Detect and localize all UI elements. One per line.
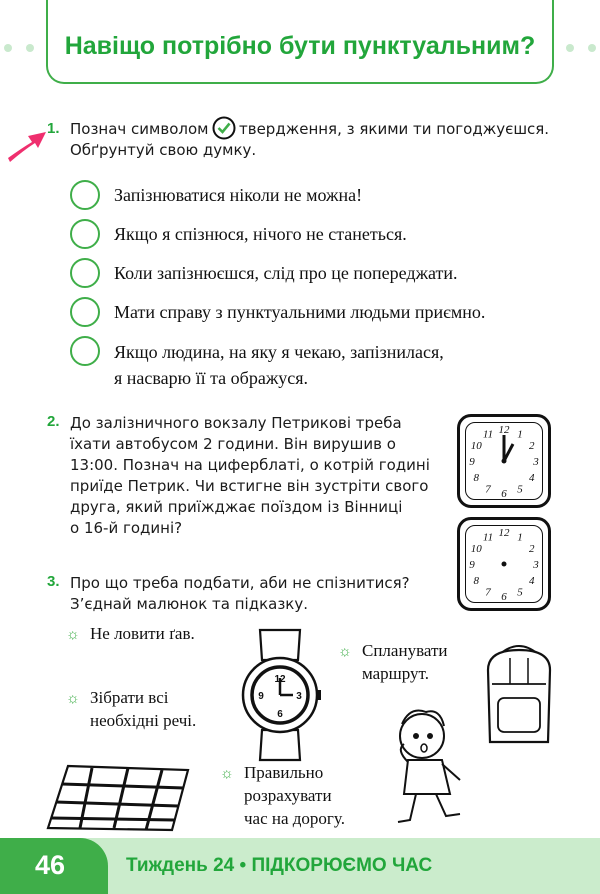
clock-numeral: 10: [470, 440, 482, 452]
clock-numeral: 5: [517, 586, 523, 599]
sun-bullet-icon: ☼: [220, 765, 234, 782]
option-text-5b: я насварю її та ображуся.: [114, 368, 309, 388]
task1-number: 1.: [47, 120, 60, 137]
clock-numeral: 1: [517, 428, 523, 441]
sun-bullet-icon: ☼: [66, 690, 80, 707]
clock-hands-icon: [460, 417, 548, 505]
clock-numeral: 10: [470, 543, 482, 555]
task2-line: До залізничного вокзалу Петрикові треба: [70, 414, 402, 432]
task3-line2: З’єднай малюнок та підказку.: [70, 595, 309, 613]
clock-numeral: 12: [498, 527, 510, 539]
task2-line: о 16-й годині?: [70, 519, 183, 537]
option-text-1: Запізнюватися ніколи не можна!: [114, 185, 363, 205]
option-checkbox-4[interactable]: [70, 297, 100, 327]
watch-numeral: 12: [274, 674, 286, 685]
clock-numeral: 12: [498, 424, 510, 436]
task3-line1: Про що треба подбати, аби не спізнитися?: [70, 574, 410, 592]
watch-numeral: 9: [258, 691, 264, 702]
task1-line1-pre: Познач символом: [70, 120, 209, 138]
task1-line2: Обґрунтуй свою думку.: [70, 141, 257, 159]
option-checkbox-3[interactable]: [70, 258, 100, 288]
map-icon[interactable]: [44, 762, 194, 836]
clock-numeral: 6: [501, 591, 507, 603]
option-text-4: Мати справу з пунктуальними людьми приємно.: [114, 302, 486, 322]
clock-numeral: 11: [482, 531, 494, 544]
clock-numeral: 8: [473, 575, 480, 587]
sun-bullet-icon: ☼: [338, 643, 352, 660]
option-checkbox-2[interactable]: [70, 219, 100, 249]
page-number: 46: [34, 850, 66, 880]
boy-figure-icon[interactable]: [386, 702, 472, 830]
check-circle-icon: [212, 116, 236, 140]
task2-line: приїде Петрик. Чи встигне він зустріти свого: [70, 477, 429, 495]
clock-numeral: 4: [528, 575, 535, 587]
hint-text[interactable]: розрахувати: [244, 786, 332, 805]
option-text-3: Коли запізнюєшся, слід про це попереджати.: [114, 263, 458, 283]
clock-numeral: 3: [533, 559, 539, 571]
hint-text[interactable]: маршрут.: [362, 664, 429, 683]
task3-number: 3.: [47, 573, 60, 590]
week-label: Тиждень 24 • ПІДКОРЮЄМО ЧАС: [126, 855, 433, 876]
clock-numeral: 5: [517, 483, 523, 496]
sun-bullet-icon: ☼: [66, 626, 80, 643]
watch-numeral: 6: [277, 709, 283, 720]
pointer-arrow-icon: [2, 128, 48, 164]
hint-text[interactable]: Спланувати: [362, 641, 448, 660]
backpack-icon[interactable]: [482, 640, 556, 748]
clock-numeral: 7: [485, 483, 491, 496]
clock-numeral: 9: [469, 559, 475, 571]
wristwatch-icon[interactable]: [238, 626, 322, 764]
clock-numeral: 4: [528, 472, 535, 484]
option-checkbox-1[interactable]: [70, 180, 100, 210]
hint-text[interactable]: Не ловити ґав.: [90, 624, 195, 643]
page-title: Навіщо потрібно бути пунктуальним?: [64, 32, 536, 60]
clock-numeral: 8: [473, 472, 480, 484]
hint-text[interactable]: Зібрати всі: [90, 688, 169, 707]
task2-line: їхати автобусом 2 години. Він вирушив о: [70, 435, 396, 453]
clock-numeral: 2: [528, 543, 535, 555]
task2-line: друга, який приїжджає поїздом із Вінниці: [70, 498, 403, 516]
task2-number: 2.: [47, 413, 60, 430]
task1-line1-post: твердження, з якими ти погоджуєшся.: [239, 120, 550, 138]
option-text-5a: Якщо людина, на яку я чекаю, запізнилася,: [114, 342, 444, 362]
clock-numeral: 7: [485, 586, 491, 599]
clock-numeral: 9: [469, 456, 475, 468]
option-text-2: Якщо я спізнюся, нічого не станеться.: [114, 224, 407, 244]
clock-numeral: 11: [482, 428, 494, 441]
hint-text[interactable]: необхідні речі.: [90, 711, 197, 730]
clock-numeral: 1: [517, 531, 523, 544]
clock-face-bottom[interactable]: [457, 517, 551, 611]
clock-face-top[interactable]: [457, 414, 551, 508]
option-checkbox-5[interactable]: [70, 336, 100, 366]
clock-numeral: 3: [533, 456, 539, 468]
clock-numeral: 2: [528, 440, 535, 452]
clock-numeral: 6: [501, 488, 507, 500]
task2-line: 13:00. Познач на циферблаті, о котрій годині: [70, 456, 430, 474]
watch-numeral: 3: [296, 691, 302, 702]
hint-text[interactable]: час на дорогу.: [244, 809, 345, 828]
hint-text[interactable]: Правильно: [244, 763, 324, 782]
clock-center-icon: [460, 520, 548, 608]
